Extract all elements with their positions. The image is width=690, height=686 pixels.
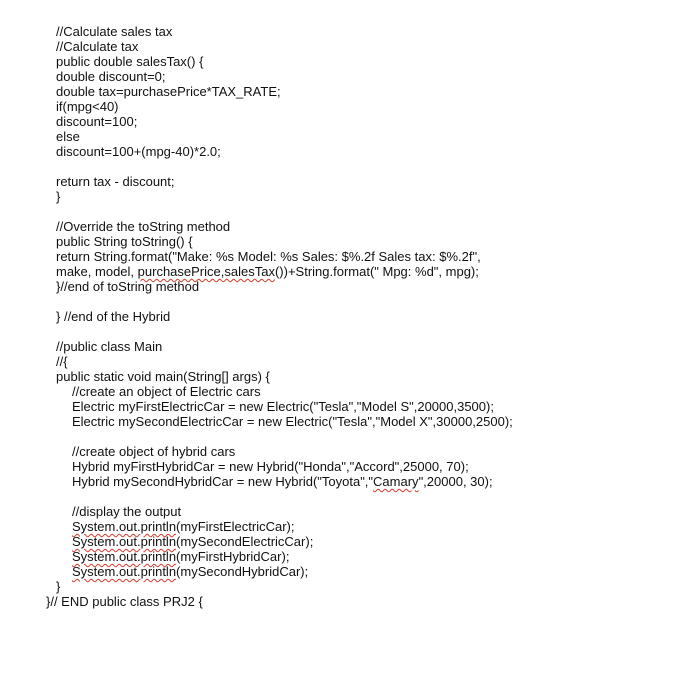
code-text: Electric myFirstElectricCar = new Electric("Tesla","Model S",20000,3500); (72, 399, 494, 414)
code-text: //Override the toString method (56, 219, 231, 234)
code-text: //create object of hybrid cars (72, 444, 236, 459)
blank-line (0, 159, 690, 174)
code-document (0, 24, 690, 609)
code-line (0, 99, 690, 114)
code-line (0, 219, 690, 234)
code-line (0, 459, 690, 474)
code-line (0, 309, 690, 324)
code-text: //{ (56, 354, 68, 369)
code-line (0, 564, 690, 579)
code-text: }// END public class PRJ2 { (46, 594, 203, 609)
code-line (0, 444, 690, 459)
code-text: discount=100+(mpg-40)*2.0; (56, 144, 221, 159)
code-text: Hybrid myFirstHybridCar = new Hybrid("Honda","Accord",25000, 70); (72, 459, 469, 474)
code-line (0, 399, 690, 414)
code-line (0, 369, 690, 384)
code-text: //public class Main (56, 339, 163, 354)
code-line (0, 234, 690, 249)
code-line (0, 249, 690, 264)
code-line (0, 504, 690, 519)
blank-line (0, 489, 690, 504)
code-text: //create an object of Electric cars (72, 384, 261, 399)
code-line (0, 144, 690, 159)
code-text: } (56, 579, 61, 594)
blank-line (0, 324, 690, 339)
spellcheck-flagged-text: System.out.println (72, 564, 177, 579)
code-text: else (56, 129, 80, 144)
blank-line (0, 429, 690, 444)
code-line (0, 579, 690, 594)
code-line (0, 414, 690, 429)
code-line (0, 534, 690, 549)
code-text: } //end of the Hybrid (56, 309, 171, 324)
code-line (0, 189, 690, 204)
code-text: (myFirstHybridCar); (176, 549, 290, 564)
code-line (0, 339, 690, 354)
code-line (0, 549, 690, 564)
code-line (0, 54, 690, 69)
code-text: public String toString() { (56, 234, 193, 249)
code-text: public static void main(String[] args) { (56, 369, 270, 384)
blank-line (0, 294, 690, 309)
code-text: //display the output (72, 504, 182, 519)
code-line (0, 24, 690, 39)
code-text: }//end of toString method (56, 279, 200, 294)
spellcheck-flagged-text: System.out.println (72, 519, 177, 534)
code-text: public double salesTax() { (56, 54, 204, 69)
code-line (0, 69, 690, 84)
code-line (0, 129, 690, 144)
spellcheck-flagged-text: Camary (373, 474, 419, 489)
code-line (0, 84, 690, 99)
code-text: //Calculate tax (56, 39, 139, 54)
code-text: Electric mySecondElectricCar = new Electric("Tesla","Model X",30000,2500); (72, 414, 513, 429)
code-text: //Calculate sales tax (56, 24, 173, 39)
code-text: (mySecondHybridCar); (176, 564, 309, 579)
code-text: ",20000, 30); (418, 474, 493, 489)
code-text: return tax - discount; (56, 174, 175, 189)
code-text: make, model, (56, 264, 138, 279)
code-text: ())+String.format(" Mpg: %d", mpg); (274, 264, 479, 279)
code-line (0, 114, 690, 129)
code-text: if(mpg<40) (56, 99, 119, 114)
code-line (0, 519, 690, 534)
code-text: (myFirstElectricCar); (176, 519, 295, 534)
spellcheck-flagged-text: purchasePrice,salesTax (137, 264, 275, 279)
code-text: double discount=0; (56, 69, 166, 84)
code-line (0, 384, 690, 399)
code-line (0, 594, 690, 609)
code-line (0, 39, 690, 54)
code-line (0, 354, 690, 369)
code-text: discount=100; (56, 114, 138, 129)
code-text: Hybrid mySecondHybridCar = new Hybrid("Toyota"," (72, 474, 374, 489)
code-text: double tax=purchasePrice*TAX_RATE; (56, 84, 281, 99)
code-text: } (56, 189, 61, 204)
code-text: (mySecondElectricCar); (176, 534, 314, 549)
code-line (0, 174, 690, 189)
code-text: return String.format("Make: %s Model: %s Sales: $%.2f Sales tax: $%.2f", (56, 249, 481, 264)
code-line (0, 474, 690, 489)
code-line (0, 264, 690, 279)
spellcheck-flagged-text: System.out.println (72, 549, 177, 564)
blank-line (0, 204, 690, 219)
spellcheck-flagged-text: System.out.println (72, 534, 177, 549)
code-line (0, 279, 690, 294)
